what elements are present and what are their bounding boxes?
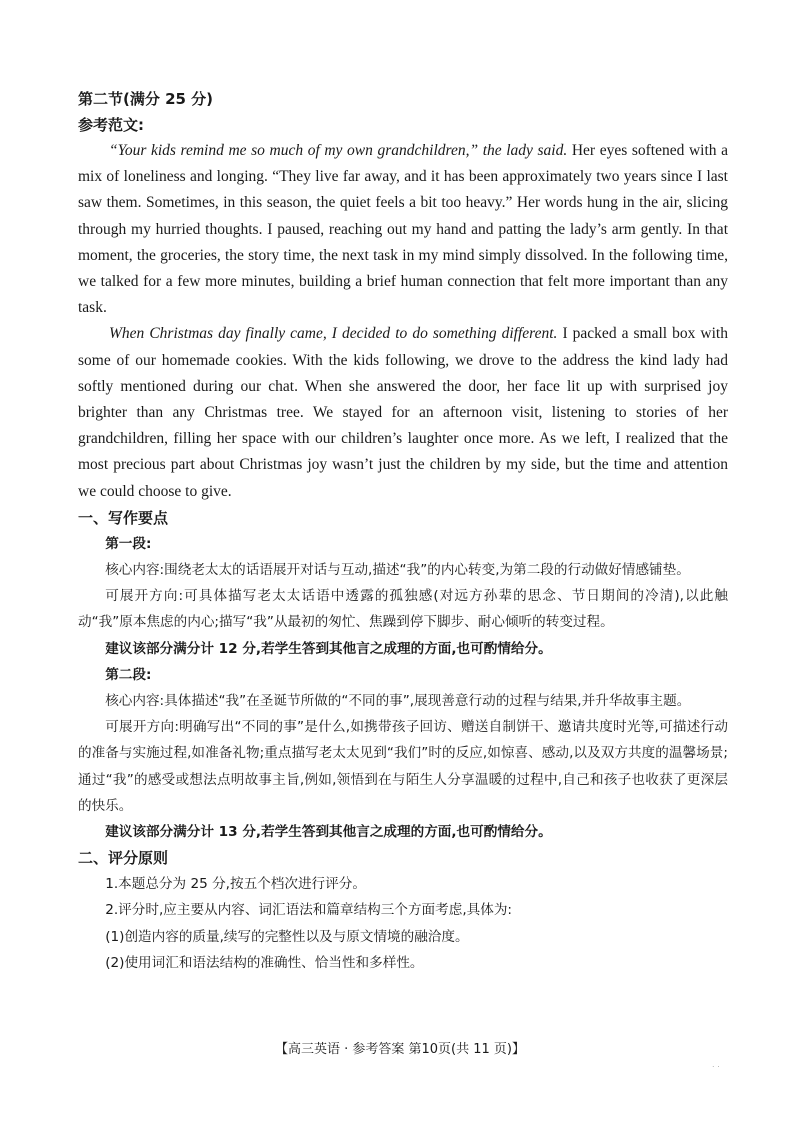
para2-expansion-direction: 可展开方向:明确写出“不同的事”是什么,如携带孩子回访、赠送自制饼干、邀请共度时光等,可描述行动的准备与实施过程,如准备礼物;重点描写老太太见到“我们”时的反应,如惊喜、感动,以及双方共度的温馨场景;通过“我”的感受或想法点明故事主旨,例如,领悟到在与陌生人分享温暖的过程中,自己和孩子也收获了更深层的快乐。 [78,719,728,814]
section-title: 第二节(满分 25 分) [78,90,214,108]
para1-core-content: 核心内容:围绕老太太的话语展开对话与互动,描述“我”的内心转变,为第二段的行动做好情感铺垫。 [105,562,690,579]
essay-paragraph-2-body: I packed a small box with some of our homemade cookies. With the kids following, we drove to the address the kind lady had softly mentioned during our chat. When she answered the door, her face lit up with surprised joy brighter than any Christmas tree. We stayed for an afternoon visit, listening to stories of her grandchildren, filling her space with our children’s laughter once more. As we left, I realized that the most precious part about Christmas joy wasn’t just the children by my side, but the time and attention we could choose to give. [78,325,728,500]
page-content [78,86,728,976]
scoring-item-1: 1.本题总分为 25 分,按五个档次进行评分。 [105,876,366,893]
para1-label: 第一段: [105,535,152,552]
para2-score-note: 建议该部分满分计 13 分,若学生答到其他言之成理的方面,也可酌情给分。 [105,824,552,841]
writing-points-title: 一、写作要点 [78,508,169,527]
scoring-item-4: (2)使用词汇和语法结构的准确性、恰当性和多样性。 [105,954,424,971]
essay-paragraph-1-body: Her eyes softened with a mix of loneliness and longing. “They live far away, and it has been approximately two years since I last saw them. Sometimes, in this season, the quiet feels a bit too heavy.” Her words hung in the air, slicing through my hurried thoughts. I paused, reaching out my hand and patting the lady’s arm gently. In that moment, the groceries, the story time, the next task in my mind simply dissolved. In the following time, we talked for a few more minutes, building a brief human connection that felt more important than any task. [78,142,728,317]
essay-paragraph-1-opening: “Your kids remind me so much of my own grandchildren,” the lady said. [109,142,568,159]
page-footer: 【高三英语 · 参考答案 第10页(共 11 页)】 [274,1042,526,1057]
para2-label: 第二段: [105,666,152,683]
scoring-item-3: (1)创造内容的质量,续写的完整性以及与原文情境的融洽度。 [105,928,469,945]
essay-paragraph-2 [78,321,728,504]
scoring-principles-title: 二、评分原则 [78,849,169,868]
para2-core-content: 核心内容:具体描述“我”在圣诞节所做的“不同的事”,展现善意行动的过程与结果,并升华故事主题。 [105,693,691,710]
essay-paragraph-1 [78,138,728,321]
para1-expansion-direction: 可展开方向:可具体描写老太太话语中透露的孤独感(对远方孙辈的思念、节日期间的冷清),以此触动“我”原本焦虑的内心;描写“我”从最初的匆忙、焦躁到停下脚步、耐心倾听的转变过程。 [78,588,728,631]
scoring-item-2: 2.评分时,应主要从内容、词汇语法和篇章结构三个方面考虑,具体为: [105,902,513,919]
para1-score-note: 建议该部分满分计 12 分,若学生答到其他言之成理的方面,也可酌情给分。 [105,640,552,657]
corner-mark: . . [712,1060,720,1069]
essay-paragraph-2-opening: When Christmas day finally came, I decided to do something different. [109,325,558,343]
sample-essay-label: 参考范文: [78,116,144,134]
